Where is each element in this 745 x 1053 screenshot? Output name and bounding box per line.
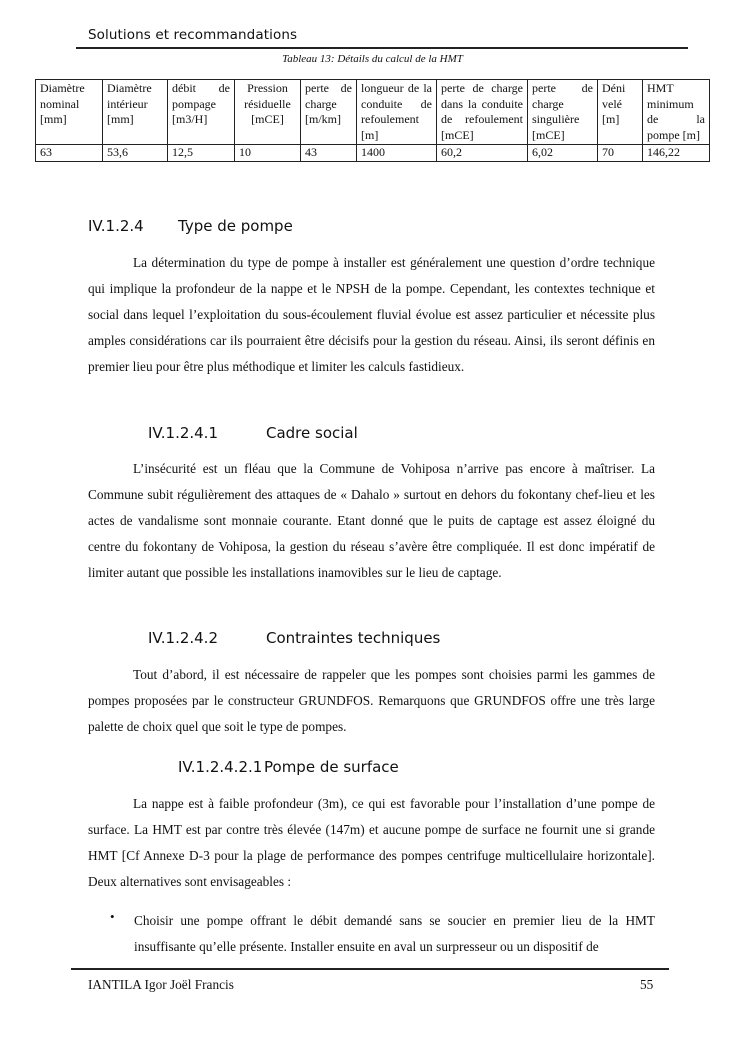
- section-number: IV.1.2.4.1: [148, 424, 218, 442]
- table-header-row: [36, 80, 710, 145]
- section-heading-pompe-de-surface: [178, 758, 399, 776]
- paragraph-cadre-social: L’insécurité est un fléau que la Commune de Vohiposa n’arrive pas encore à maîtriser. La Commune subit régulièrement des attaques de « Dahalo » surtout en dehors du fokontany chef-lieu et les actes de vandalisme sont monnaie courante. Etant donné que le puits de captage est assez éloigné du centre du fokontany de Vohiposa, la gestion du réseau s’avère être compliquée. Il est donc impératif de limiter autant que possible les installations inamovibles sur le lieu de captage.: [88, 461, 655, 581]
- cell-denivele: 70: [598, 145, 643, 162]
- section-number: IV.1.2.4: [88, 217, 144, 235]
- header-rule: [76, 47, 688, 49]
- cell-diametre-nominal: 63: [36, 145, 103, 162]
- cell-perte-charge-conduite: 60,2: [437, 145, 528, 162]
- page-number: 55: [640, 977, 654, 992]
- header-perte-charge-singuliere: perte de charge singulière [mCE]: [528, 80, 598, 145]
- section-heading-type-de-pompe: [88, 217, 293, 235]
- table-row: [36, 145, 710, 162]
- header-denivele: Déni velé [m]: [598, 80, 643, 145]
- header-debit-pompage: débit de pompage [m3/H]: [168, 80, 235, 145]
- hmt-table: [35, 79, 710, 162]
- footer-rule: [71, 968, 669, 970]
- section-title: Contraintes techniques: [266, 629, 441, 647]
- section-number: IV.1.2.4.2.1: [178, 758, 263, 776]
- header-perte-charge-conduite: perte de charge dans la conduite de refoulement [mCE]: [437, 80, 528, 145]
- running-header: Solutions et recommandations: [88, 27, 298, 43]
- footer-author: IANTILA Igor Joël Francis: [88, 977, 234, 992]
- header-hmt-minimum: HMT minimum de la pompe [m]: [643, 80, 710, 145]
- section-title: Type de pompe: [178, 217, 293, 235]
- paragraph-pompe-de-surface: La nappe est à faible profondeur (3m), ce qui est favorable pour l’installation d’une pompe de surface. La HMT est par contre très élevée (147m) et aucune pompe de surface ne fournit une si grande HMT [Cf Annexe D-3 pour la plage de performance des pompes centrifuge multicellulaire horizontale]. Deux alternatives sont envisageables :: [88, 796, 655, 890]
- cell-perte-charge-singuliere: 6,02: [528, 145, 598, 162]
- cell-hmt-minimum: 146,22: [643, 145, 710, 162]
- cell-perte-charge: 43: [301, 145, 357, 162]
- section-number: IV.1.2.4.2: [148, 629, 218, 647]
- section-heading-cadre-social: [148, 424, 358, 442]
- bullet-item: Choisir une pompe offrant le débit demandé sans se soucier en premier lieu de la HMT insuffisante qu’elle présente. Installer ensuite en aval un surpresseur ou un dispositif de: [134, 913, 655, 955]
- header-perte-charge: perte de charge [m/km]: [301, 80, 357, 145]
- header-diametre-interieur: Diamètre intérieur [mm]: [103, 80, 168, 145]
- header-diametre-nominal: Diamètre nominal [mm]: [36, 80, 103, 145]
- bullet-icon: •: [110, 909, 115, 924]
- cell-pression-residuelle: 10: [235, 145, 301, 162]
- header-longueur-conduite: longueur de la conduite de refoulement [m]: [357, 80, 437, 145]
- section-title: Pompe de surface: [264, 758, 399, 776]
- cell-diametre-interieur: 53,6: [103, 145, 168, 162]
- section-heading-contraintes-techniques: [148, 629, 440, 647]
- paragraph-contraintes-techniques: Tout d’abord, il est nécessaire de rappeler que les pompes sont choisies parmi les gammes de pompes proposées par le constructeur GRUNDFOS. Remarquons que GRUNDFOS offre une très large palette de choix quel que soit le type de pompes.: [88, 667, 655, 735]
- table-caption: Tableau 13: Détails du calcul de la HMT: [282, 53, 463, 65]
- header-pression-residuelle: Pression résiduelle [mCE]: [235, 80, 301, 145]
- cell-longueur-conduite: 1400: [357, 145, 437, 162]
- cell-debit-pompage: 12,5: [168, 145, 235, 162]
- section-title: Cadre social: [266, 424, 358, 442]
- paragraph-type-de-pompe: La détermination du type de pompe à installer est généralement une question d’ordre technique qui implique la profondeur de la nappe et le NPSH de la pompe. Cependant, les contextes technique et social dans lequel l’exploitation du sous-écoulement fluvial évolue est assez particulier et nécessite plus amples considérations car ils pourraient être décisifs pour la gestion du réseau. Ainsi, ils seront définis en premier lieu pour être plus méthodique et limiter les calculs fastidieux.: [88, 255, 655, 375]
